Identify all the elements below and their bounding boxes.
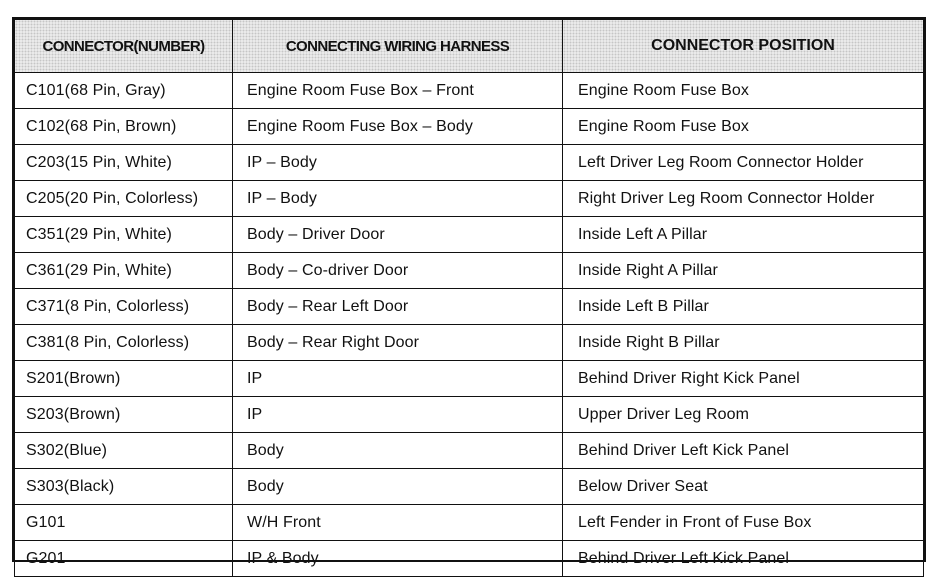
header-harness: CONNECTING WIRING HARNESS [233, 20, 563, 73]
cell-position: Inside Left B Pillar [563, 289, 924, 325]
table-row [15, 109, 924, 145]
cell-position: Right Driver Leg Room Connector Holder [563, 181, 924, 217]
cell-harness: Engine Room Fuse Box – Front [233, 73, 563, 109]
table-row [15, 433, 924, 469]
table-row [15, 397, 924, 433]
connector-table [12, 17, 926, 567]
cell-harness: Body [233, 469, 563, 505]
table-row [15, 181, 924, 217]
table-row [15, 541, 924, 577]
table-row [15, 469, 924, 505]
cell-connector: S201(Brown) [15, 361, 233, 397]
table-row [15, 505, 924, 541]
table-row [15, 361, 924, 397]
table-row [15, 325, 924, 361]
cell-harness: IP – Body [233, 145, 563, 181]
cell-harness: Body – Driver Door [233, 217, 563, 253]
cell-position: Below Driver Seat [563, 469, 924, 505]
header-connector: CONNECTOR(NUMBER) [15, 20, 233, 73]
cell-position: Left Fender in Front of Fuse Box [563, 505, 924, 541]
header-row [15, 20, 924, 73]
cell-position: Upper Driver Leg Room [563, 397, 924, 433]
cell-harness: IP [233, 397, 563, 433]
cell-harness: IP [233, 361, 563, 397]
table-row [15, 217, 924, 253]
cell-connector: C351(29 Pin, White) [15, 217, 233, 253]
cell-connector: G201 [15, 541, 233, 577]
cell-connector: C371(8 Pin, Colorless) [15, 289, 233, 325]
cell-harness: Body [233, 433, 563, 469]
cell-connector: S203(Brown) [15, 397, 233, 433]
cell-harness: Body – Rear Left Door [233, 289, 563, 325]
cell-connector: S302(Blue) [15, 433, 233, 469]
connector-position-table [14, 19, 924, 577]
cell-position: Behind Driver Left Kick Panel [563, 433, 924, 469]
cell-connector: S303(Black) [15, 469, 233, 505]
cell-connector: G101 [15, 505, 233, 541]
cell-connector: C381(8 Pin, Colorless) [15, 325, 233, 361]
cell-position: Inside Left A Pillar [563, 217, 924, 253]
cell-connector: C101(68 Pin, Gray) [15, 73, 233, 109]
cell-connector: C203(15 Pin, White) [15, 145, 233, 181]
cell-position: Behind Driver Right Kick Panel [563, 361, 924, 397]
cell-position: Engine Room Fuse Box [563, 109, 924, 145]
cell-position: Left Driver Leg Room Connector Holder [563, 145, 924, 181]
cell-harness: Body – Rear Right Door [233, 325, 563, 361]
cell-harness: IP & Body [233, 541, 563, 577]
table-row [15, 253, 924, 289]
cell-harness: Engine Room Fuse Box – Body [233, 109, 563, 145]
table-row [15, 73, 924, 109]
header-position: CONNECTOR POSITION [563, 20, 924, 73]
table-row [15, 145, 924, 181]
cell-harness: W/H Front [233, 505, 563, 541]
cell-connector: C205(20 Pin, Colorless) [15, 181, 233, 217]
cell-connector: C102(68 Pin, Brown) [15, 109, 233, 145]
cell-connector: C361(29 Pin, White) [15, 253, 233, 289]
cell-position: Inside Right B Pillar [563, 325, 924, 361]
table-header [15, 20, 924, 73]
cell-harness: IP – Body [233, 181, 563, 217]
cell-position: Engine Room Fuse Box [563, 73, 924, 109]
table-row [15, 289, 924, 325]
table-body [15, 73, 924, 577]
cell-position: Inside Right A Pillar [563, 253, 924, 289]
cell-harness: Body – Co-driver Door [233, 253, 563, 289]
cell-position: Behind Driver Left Kick Panel [563, 541, 924, 577]
